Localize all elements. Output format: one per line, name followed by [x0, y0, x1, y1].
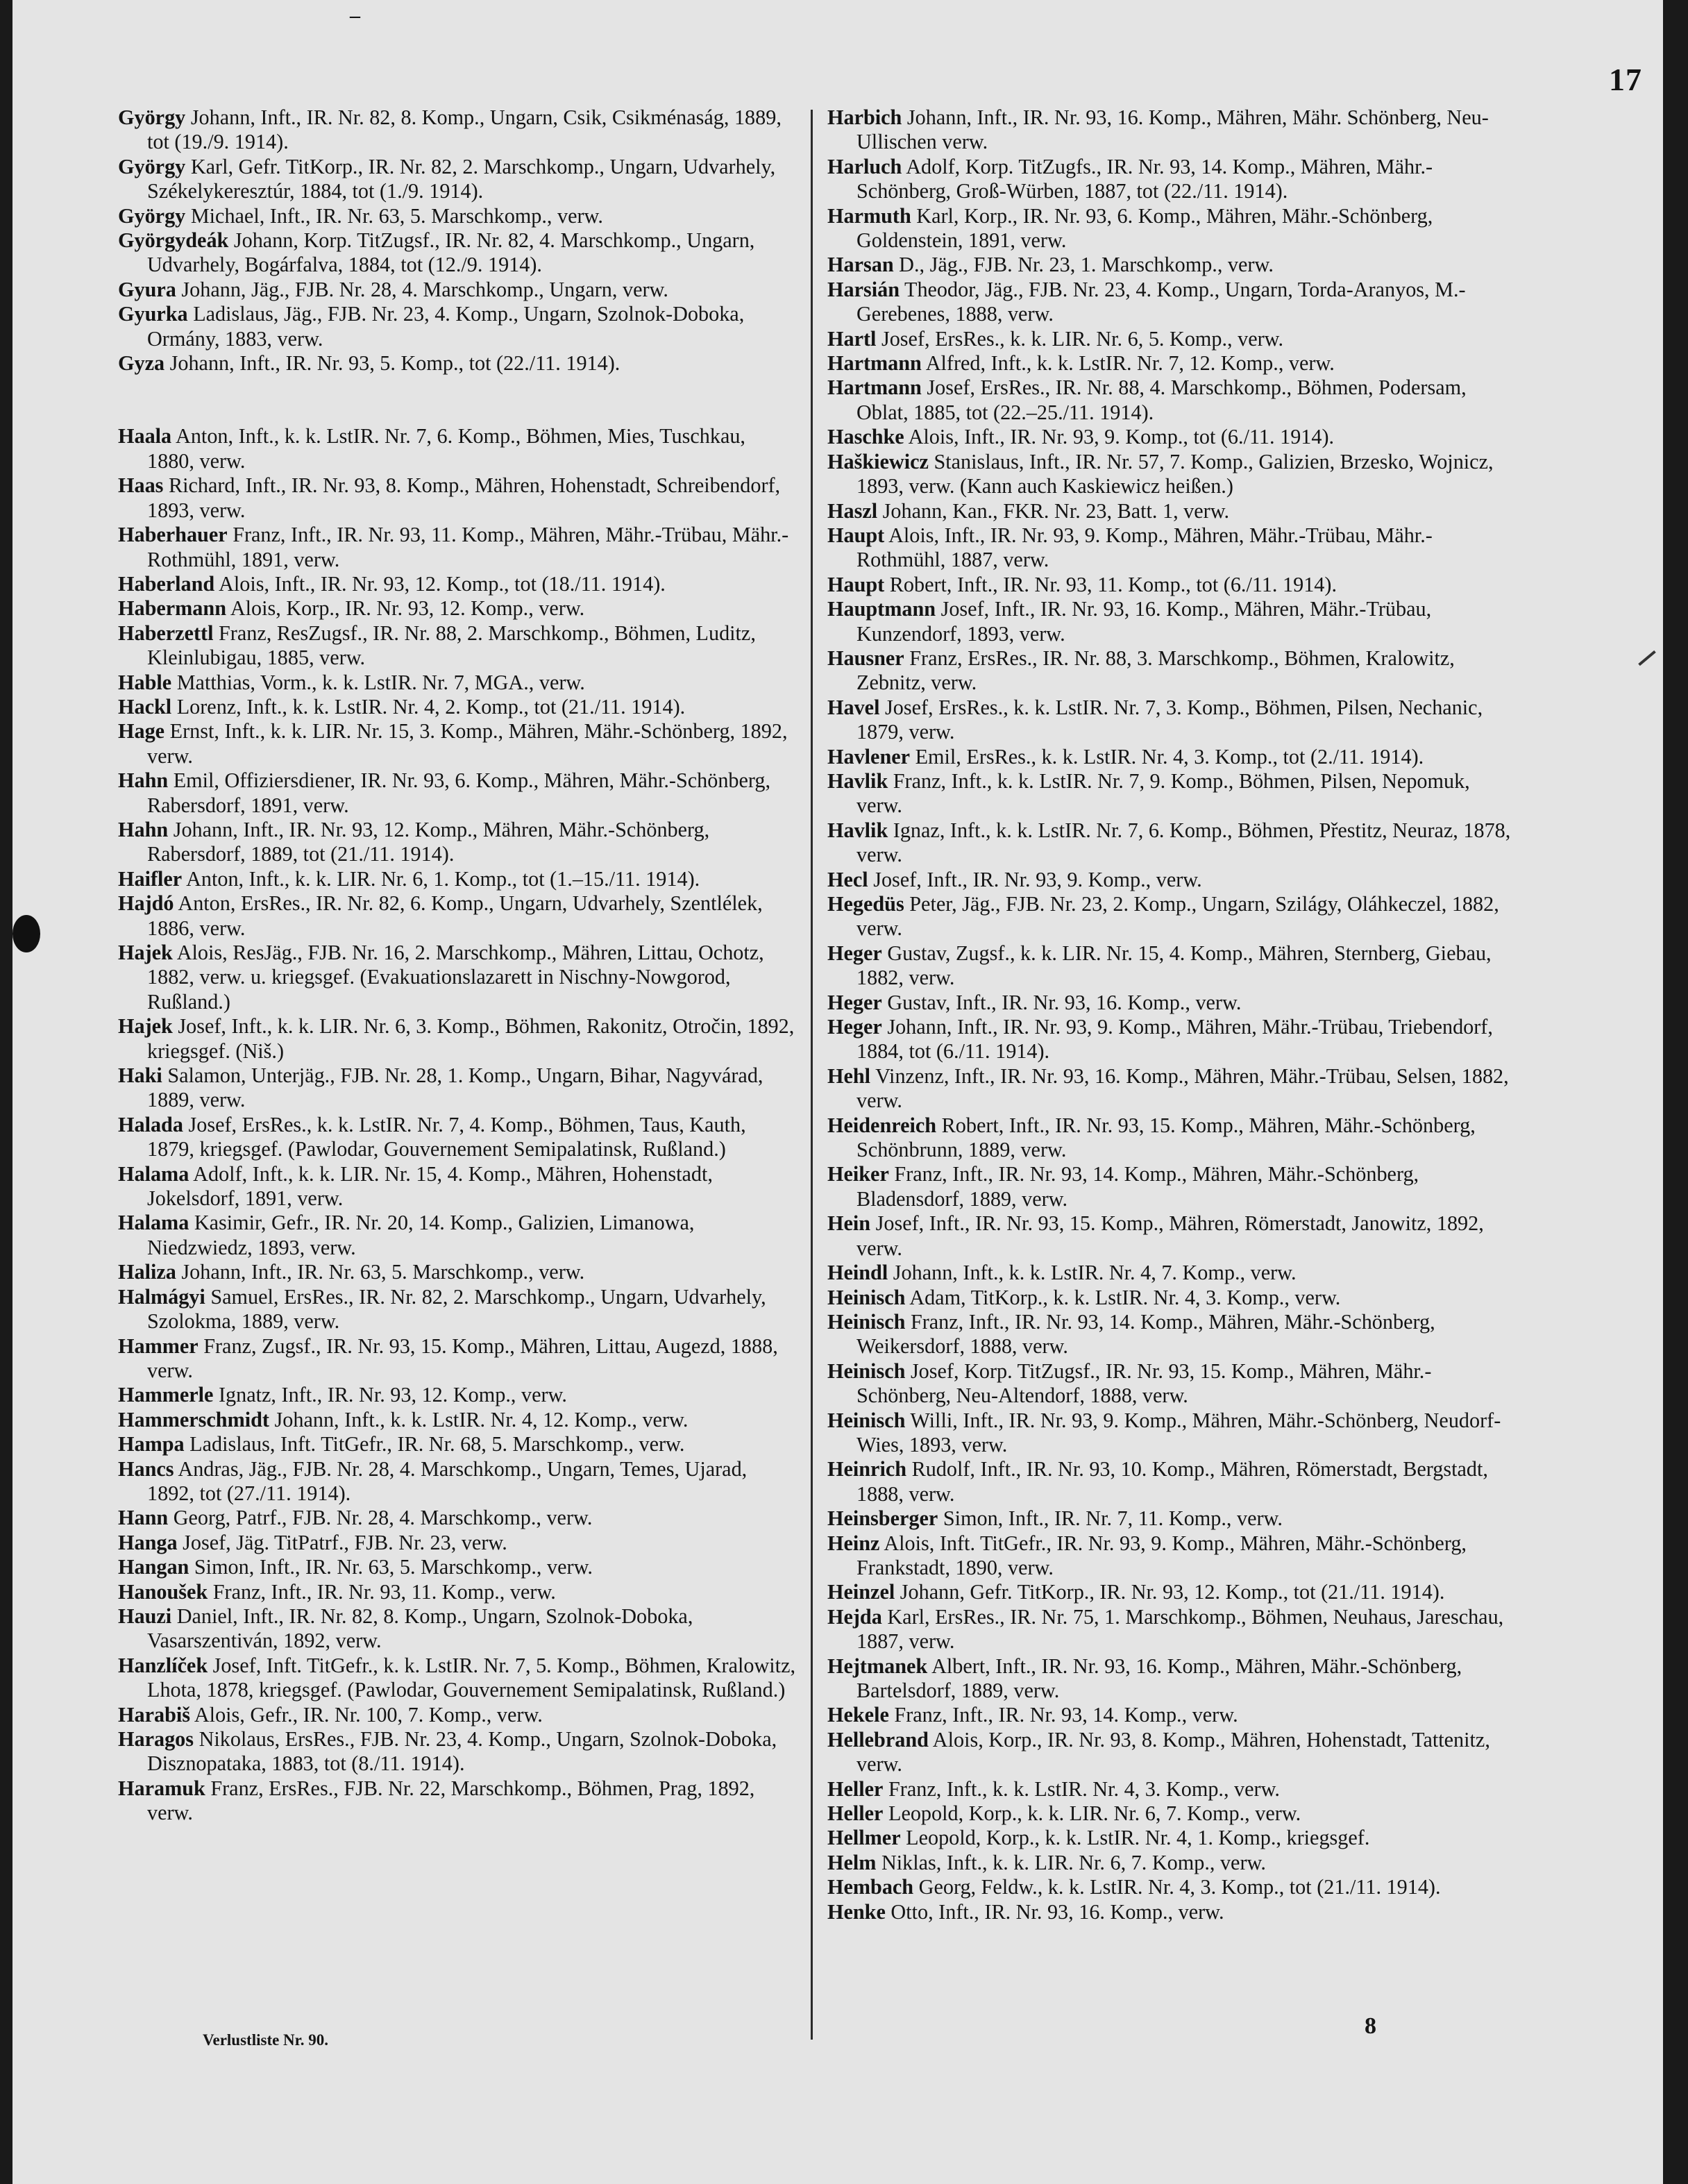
entry-details: Leopold, Korp., k. k. LIR. Nr. 6, 7. Komp., verw.: [883, 1801, 1301, 1826]
list-entry: [827, 351, 1514, 376]
list-entry: [118, 204, 797, 228]
list-entry: [118, 523, 797, 572]
list-entry: [827, 1261, 1514, 1285]
entry-details: Josef, ErsRes., k. k. LIR. Nr. 6, 5. Komp., verw.: [876, 326, 1284, 351]
entry-details: Daniel, Inft., IR. Nr. 82, 8. Komp., Ungarn, Szolnok-Doboka, Vasarszentiván, 1892, verw.: [147, 1604, 693, 1653]
entry-details: Anton, ErsRes., IR. Nr. 82, 6. Komp., Ungarn, Udvarhely, Szentlélek, 1886, verw.: [147, 891, 763, 940]
entry-details: Johann, Gefr. TitKorp., IR. Nr. 93, 12. Komp., tot (21./11. 1914).: [895, 1580, 1445, 1604]
list-entry: [118, 621, 797, 671]
list-entry: [827, 204, 1514, 253]
list-entry: [118, 155, 797, 204]
list-entry: [827, 1580, 1514, 1604]
entry-details: Anton, Inft., k. k. LstIR. Nr. 7, 6. Komp., Böhmen, Mies, Tuschkau, 1880, verw.: [147, 424, 745, 473]
document-page: [12, 0, 1676, 2184]
list-entry: [827, 1851, 1514, 1875]
list-entry: [827, 941, 1514, 991]
left-column: [118, 106, 797, 1826]
entry-details: Robert, Inft., IR. Nr. 93, 11. Komp., tot (6./11. 1914).: [884, 572, 1337, 596]
list-entry: [118, 891, 797, 941]
entry-details: Franz, Inft., IR. Nr. 93, 14. Komp., Mähren, Mähr.-Schönberg, Bladensdorf, 1889, verw.: [856, 1162, 1419, 1211]
entry-details: Anton, Inft., k. k. LIR. Nr. 6, 1. Komp., tot (1.–15./11. 1914).: [182, 866, 700, 891]
list-entry: [827, 892, 1514, 941]
entry-surname: Halama: [118, 1211, 189, 1235]
entry-details: Richard, Inft., IR. Nr. 93, 8. Komp., Mähren, Hohenstadt, Schreibendorf, 1893, verw.: [147, 473, 781, 522]
entry-details: Johann, Inft., k. k. LstIR. Nr. 4, 7. Komp., verw.: [888, 1261, 1297, 1285]
entry-surname: Heller: [827, 1801, 884, 1826]
entry-surname: Harbich: [827, 106, 902, 129]
entry-surname: Heidenreich: [827, 1113, 937, 1137]
list-entry: [827, 1114, 1514, 1163]
entry-surname: Harsan: [827, 253, 894, 277]
entry-details: Franz, Inft., IR. Nr. 93, 11. Komp., Mähren, Mähr.-Trübau, Mähr.-Rothmühl, 1891, verw.: [147, 523, 789, 571]
list-entry: [827, 1703, 1514, 1727]
list-entry: [827, 1211, 1514, 1261]
list-entry: [827, 253, 1514, 277]
list-entry: [827, 1359, 1514, 1409]
entry-surname: Hancs: [118, 1456, 174, 1481]
entry-details: Franz, Inft., k. k. LstIR. Nr. 4, 3. Komp., verw.: [883, 1776, 1280, 1801]
entry-details: Josef, Jäg. TitPatrf., FJB. Nr. 23, verw.: [177, 1530, 507, 1554]
list-entry: [827, 573, 1514, 597]
list-entry: [118, 1408, 797, 1432]
list-entry: [118, 1506, 797, 1530]
entry-surname: György: [118, 106, 186, 129]
entry-details: Johann, Inft., IR. Nr. 82, 8. Komp., Ungarn, Csik, Csikménaság, 1889, tot (19./9. 1914).: [147, 106, 782, 154]
entry-details: Gustav, Inft., IR. Nr. 93, 16. Komp., verw.: [881, 990, 1242, 1014]
entry-details: Albert, Inft., IR. Nr. 93, 16. Komp., Mähren, Mähr.-Schönberg, Bartelsdorf, 1889, verw.: [856, 1654, 1462, 1702]
entry-surname: Halmágyi: [118, 1284, 205, 1309]
entry-surname: Haramuk: [118, 1776, 205, 1800]
list-entry: [118, 1064, 797, 1113]
entry-details: Otto, Inft., IR. Nr. 93, 16. Komp., verw.: [885, 1899, 1224, 1924]
entry-details: Franz, Inft., IR. Nr. 93, 14. Komp., verw.: [888, 1703, 1238, 1727]
entry-details: Ignaz, Inft., k. k. LstIR. Nr. 7, 6. Komp., Böhmen, Přestitz, Neuraz, 1878, verw.: [856, 818, 1511, 867]
list-entry: [118, 941, 797, 1014]
entry-surname: Hehl: [827, 1064, 871, 1088]
list-entry: [118, 1211, 797, 1260]
entry-details: Stanislaus, Inft., IR. Nr. 57, 7. Komp., Galizien, Brzesko, Wojnicz, 1893, verw. (Kann auch Kaskiewicz heißen.): [856, 449, 1494, 498]
entry-surname: Hanzlíček: [118, 1653, 208, 1677]
entry-surname: György: [118, 154, 186, 178]
list-entry: [118, 278, 797, 302]
entry-surname: Hecl: [827, 867, 868, 891]
entry-surname: Heger: [827, 990, 882, 1014]
entry-surname: Heiker: [827, 1162, 889, 1186]
entry-surname: Haberland: [118, 571, 215, 596]
right-column: [827, 106, 1514, 1924]
entry-surname: Heinisch: [827, 1359, 906, 1383]
entry-surname: Heinisch: [827, 1408, 906, 1432]
entry-details: Ladislaus, Jäg., FJB. Nr. 23, 4. Komp., Ungarn, Szolnok-Doboka, Ormány, 1883, verw.: [147, 302, 745, 351]
entry-details: Theodor, Jäg., FJB. Nr. 23, 4. Komp., Ungarn, Torda-Aranyos, M.-Gerebenes, 1888, verw.: [856, 277, 1466, 326]
list-entry: [118, 1383, 797, 1407]
entry-surname: Hage: [118, 719, 165, 744]
entry-surname: Haupt: [827, 523, 885, 547]
entry-details: Franz, Inft., IR. Nr. 93, 11. Komp., verw.: [208, 1579, 556, 1604]
list-entry: [827, 1826, 1514, 1850]
entry-surname: Hejtmanek: [827, 1654, 928, 1678]
entry-surname: Havlik: [827, 768, 888, 793]
entry-details: Franz, ErsRes., IR. Nr. 88, 3. Marschkomp., Böhmen, Kralowitz, Zebnitz, verw.: [856, 646, 1455, 695]
entry-surname: Hajek: [118, 1014, 173, 1039]
list-entry: [827, 1900, 1514, 1924]
entry-surname: Harmuth: [827, 203, 911, 228]
entry-surname: Heinisch: [827, 1309, 906, 1334]
list-entry: [118, 1162, 797, 1211]
list-entry: [827, 818, 1514, 868]
list-entry: [118, 1334, 797, 1384]
list-entry: [118, 1555, 797, 1579]
entry-details: Georg, Feldw., k. k. LstIR. Nr. 4, 3. Komp., tot (21./11. 1914).: [913, 1875, 1441, 1899]
entry-details: Rudolf, Inft., IR. Nr. 93, 10. Komp., Mähren, Römerstadt, Bergstadt, 1888, verw.: [856, 1457, 1488, 1506]
list-entry: [827, 991, 1514, 1015]
entry-details: Johann, Inft., IR. Nr. 93, 9. Komp., Mähren, Mähr.-Trübau, Triebendorf, 1884, tot (6./11. 1914).: [856, 1015, 1493, 1064]
list-entry: [118, 1776, 797, 1826]
list-entry: [118, 1531, 797, 1555]
binding-hole: [12, 915, 40, 952]
entry-surname: Hampa: [118, 1432, 185, 1456]
entry-details: Alfred, Inft., k. k. LstIR. Nr. 7, 12. Komp., verw.: [921, 351, 1335, 376]
entry-details: Johann, Korp. TitZugsf., IR. Nr. 82, 4. Marschkomp., Ungarn, Udvarhely, Bogárfalva, 1884, tot (12./9. 1914).: [147, 228, 755, 277]
entry-surname: Gyura: [118, 277, 176, 301]
entry-details: Peter, Jäg., FJB. Nr. 23, 2. Komp., Ungarn, Szilágy, Oláhkeczel, 1882, verw.: [856, 892, 1499, 941]
entry-details: Ernst, Inft., k. k. LIR. Nr. 15, 3. Komp., Mähren, Mähr.-Schönberg, 1892, verw.: [147, 719, 788, 768]
list-entry: [827, 1605, 1514, 1654]
list-entry: [118, 719, 797, 768]
entry-details: Franz, ErsRes., FJB. Nr. 22, Marschkomp., Böhmen, Prag, 1892, verw.: [147, 1776, 755, 1825]
list-entry: [827, 450, 1514, 499]
entry-surname: Hembach: [827, 1875, 914, 1899]
entry-surname: Henke: [827, 1899, 886, 1924]
entry-surname: Hekele: [827, 1703, 889, 1727]
entry-details: Adolf, Korp. TitZugfs., IR. Nr. 93, 14. Komp., Mähren, Mähr.-Schönberg, Groß-Würben, 1887, tot (22./11. 1914).: [856, 154, 1433, 203]
entry-details: Josef, Inft., IR. Nr. 93, 15. Komp., Mähren, Römerstadt, Janowitz, 1892, verw.: [856, 1211, 1484, 1260]
entry-details: Leopold, Korp., k. k. LstIR. Nr. 4, 1. Komp., kriegsgef.: [900, 1826, 1370, 1850]
list-entry: [118, 1727, 797, 1776]
entry-surname: Helm: [827, 1850, 877, 1874]
entry-surname: Halada: [118, 1112, 183, 1136]
entry-details: Georg, Patrf., FJB. Nr. 28, 4. Marschkomp., verw.: [168, 1506, 593, 1530]
entry-surname: Hartmann: [827, 376, 922, 400]
list-entry: [827, 1064, 1514, 1114]
entry-surname: Haschke: [827, 425, 904, 449]
entry-surname: Heller: [827, 1776, 884, 1801]
scan-edge: [1663, 0, 1676, 2184]
list-entry: [827, 745, 1514, 769]
entry-surname: Havlener: [827, 744, 911, 768]
entry-surname: Havlik: [827, 818, 888, 842]
entry-details: Alois, Korp., IR. Nr. 93, 8. Komp., Mähren, Hohenstadt, Tattenitz, verw.: [856, 1727, 1490, 1776]
list-entry: [827, 1015, 1514, 1064]
list-entry: [827, 646, 1514, 696]
list-entry: [118, 1432, 797, 1456]
entry-details: Kasimir, Gefr., IR. Nr. 20, 14. Komp., Galizien, Limanowa, Niedzwiedz, 1893, verw.: [147, 1211, 695, 1259]
entry-details: Matthias, Vorm., k. k. LstIR. Nr. 7, MGA., verw.: [171, 670, 585, 694]
entry-surname: Gyza: [118, 351, 165, 376]
entry-surname: Hammerschmidt: [118, 1407, 269, 1431]
entry-surname: Hanoušek: [118, 1579, 208, 1604]
entry-surname: Haala: [118, 424, 172, 448]
list-entry: [827, 597, 1514, 646]
margin-tick: [1638, 650, 1656, 666]
list-entry: [118, 1457, 797, 1506]
entry-surname: Haas: [118, 473, 164, 498]
entry-details: Emil, ErsRes., k. k. LstIR. Nr. 4, 3. Komp., tot (2./11. 1914).: [910, 744, 1424, 768]
entry-details: Johann, Inft., k. k. LstIR. Nr. 4, 12. Komp., verw.: [269, 1407, 689, 1431]
entry-surname: Heinisch: [827, 1285, 906, 1309]
entry-surname: Hahn: [118, 768, 169, 793]
entry-details: Josef, Inft., IR. Nr. 93, 16. Komp., Mähren, Mähr.-Trübau, Kunzendorf, 1893, verw.: [856, 597, 1432, 646]
entry-details: Franz, ResZugsf., IR. Nr. 88, 2. Marschkomp., Böhmen, Luditz, Kleinlubigau, 1885, verw.: [147, 621, 756, 670]
entry-surname: Hackl: [118, 694, 172, 719]
entry-surname: Hanga: [118, 1530, 178, 1554]
entry-surname: Heinrich: [827, 1457, 907, 1481]
entry-details: Adolf, Inft., k. k. LIR. Nr. 15, 4. Komp., Mähren, Hohenstadt, Jokelsdorf, 1891, verw.: [147, 1161, 713, 1211]
entry-surname: Harabiš: [118, 1702, 190, 1727]
list-entry: [118, 106, 797, 155]
entry-details: Simon, Inft., IR. Nr. 63, 5. Marschkomp., verw.: [189, 1555, 593, 1579]
entry-surname: György: [118, 203, 186, 228]
list-entry: [118, 424, 797, 473]
entry-surname: Hauptmann: [827, 597, 936, 621]
list-entry: [118, 1604, 797, 1654]
list-entry: [827, 1286, 1514, 1310]
entry-surname: Gyurka: [118, 302, 188, 326]
list-entry: [827, 523, 1514, 573]
entry-details: Vinzenz, Inft., IR. Nr. 93, 16. Komp., Mähren, Mähr.-Trübau, Selsen, 1882, verw.: [856, 1064, 1509, 1113]
entry-surname: Hajdó: [118, 891, 174, 916]
entry-surname: Hammer: [118, 1334, 199, 1358]
list-entry: [827, 868, 1514, 892]
entry-details: Josef, Inft. TitGefr., k. k. LstIR. Nr. 7, 5. Komp., Böhmen, Kralowitz, Lhota, 1878, kriegsgef. (Pawlodar, Gouvernement Semipalatinsk, Rußland.): [147, 1653, 796, 1702]
entry-surname: Hauzi: [118, 1604, 172, 1628]
entry-details: Karl, Gefr. TitKorp., IR. Nr. 82, 2. Marschkomp., Ungarn, Udvarhely, Székelykeresztúr, 1884, tot (1./9. 1914).: [147, 154, 776, 203]
entry-details: Emil, Offiziersdiener, IR. Nr. 93, 6. Komp., Mähren, Mähr.-Schönberg, Rabersdorf, 1891, verw.: [147, 768, 771, 817]
entry-details: Simon, Inft., IR. Nr. 7, 11. Komp., verw.: [938, 1506, 1283, 1531]
entry-details: Samuel, ErsRes., IR. Nr. 82, 2. Marschkomp., Ungarn, Udvarhely, Szolokma, 1889, verw.: [147, 1284, 766, 1334]
entry-surname: Heger: [827, 1015, 882, 1039]
list-entry: [118, 1703, 797, 1727]
entry-surname: Haškiewicz: [827, 449, 929, 473]
list-entry: [827, 1801, 1514, 1826]
list-entry: [118, 351, 797, 376]
entry-surname: Heger: [827, 941, 882, 965]
list-entry: [827, 106, 1514, 155]
entry-details: Michael, Inft., IR. Nr. 63, 5. Marschkomp., verw.: [185, 203, 603, 228]
entry-surname: Heinzel: [827, 1580, 895, 1604]
entry-surname: Hangan: [118, 1555, 189, 1579]
entry-details: Alois, Gefr., IR. Nr. 100, 7. Komp., verw.: [190, 1702, 543, 1727]
entry-details: Franz, Zugsf., IR. Nr. 93, 15. Komp., Mähren, Littau, Augezd, 1888, verw.: [147, 1334, 778, 1382]
entry-details: Johann, Inft., IR. Nr. 93, 16. Komp., Mähren, Mähr. Schönberg, Neu-Ullischen verw.: [856, 106, 1489, 154]
list-entry: [827, 1777, 1514, 1801]
list-entry: [118, 818, 797, 867]
entry-surname: Hellmer: [827, 1826, 901, 1850]
entry-details: Josef, Korp. TitZugsf., IR. Nr. 93, 15. Komp., Mähren, Mähr.-Schönberg, Neu-Altendorf, 1888, verw.: [856, 1359, 1432, 1408]
entry-details: Johann, Kan., FKR. Nr. 23, Batt. 1, verw.: [877, 498, 1230, 523]
list-entry: [827, 696, 1514, 745]
entry-surname: Haragos: [118, 1727, 194, 1751]
footer-list-number: Verlustliste Nr. 90.: [203, 2031, 329, 2049]
list-entry: [118, 1113, 797, 1162]
list-entry: [118, 695, 797, 719]
list-entry: [827, 1506, 1514, 1531]
entry-details: Josef, Inft., IR. Nr. 93, 9. Komp., verw.: [868, 867, 1202, 891]
list-entry: [118, 1285, 797, 1334]
entry-details: Josef, Inft., k. k. LIR. Nr. 6, 3. Komp., Böhmen, Rakonitz, Otročin, 1892, kriegsgef. (Niš.): [147, 1014, 795, 1063]
list-entry: [118, 1014, 797, 1064]
entry-surname: Harsián: [827, 277, 900, 301]
list-entry: [118, 1580, 797, 1604]
entry-details: Ladislaus, Inft. TitGefr., IR. Nr. 68, 5. Marschkomp., verw.: [184, 1432, 685, 1456]
entry-surname: Haberzettl: [118, 621, 214, 645]
entry-surname: Haupt: [827, 572, 885, 596]
entry-surname: Hartl: [827, 326, 877, 351]
entry-details: Johann, Inft., IR. Nr. 93, 12. Komp., Mähren, Mähr.-Schönberg, Rabersdorf, 1889, tot (21./11. 1914).: [147, 817, 710, 866]
list-entry: [827, 376, 1514, 425]
entry-details: Josef, ErsRes., IR. Nr. 88, 4. Marschkomp., Böhmen, Podersam, Oblat, 1885, tot (22.–25./11. 1914).: [856, 376, 1467, 424]
list-entry: [118, 473, 797, 523]
section-gap: [118, 376, 797, 424]
entry-surname: Havel: [827, 695, 880, 719]
signature-mark: 8: [1365, 2013, 1376, 2039]
list-entry: [118, 596, 797, 621]
entry-surname: Hajek: [118, 941, 173, 964]
entry-surname: Hegedüs: [827, 892, 904, 916]
list-entry: [827, 1310, 1514, 1359]
entry-details: Nikolaus, ErsRes., FJB. Nr. 23, 4. Komp., Ungarn, Szolnok-Doboka, Disznopataka, 1883, tot (8./11. 1914).: [147, 1727, 777, 1776]
entry-details: Josef, ErsRes., k. k. LstIR. Nr. 7, 4. Komp., Böhmen, Taus, Kauth, 1879, kriegsgef. (Pawlodar, Gouvernement Semipalatinsk, Rußland.): [147, 1112, 746, 1161]
entry-surname: Hable: [118, 670, 172, 694]
entry-surname: Haszl: [827, 498, 878, 523]
entry-surname: Heindl: [827, 1261, 888, 1285]
entry-surname: Habermann: [118, 596, 226, 621]
entry-details: Karl, Korp., IR. Nr. 93, 6. Komp., Mähren, Mähr.-Schönberg, Goldenstein, 1891, verw.: [856, 203, 1433, 253]
entry-surname: Györgydeák: [118, 228, 229, 253]
entry-details: Robert, Inft., IR. Nr. 93, 15. Komp., Mähren, Mähr.-Schönberg, Schönbrunn, 1889, verw.: [856, 1113, 1476, 1162]
entry-details: Lorenz, Inft., k. k. LstIR. Nr. 4, 2. Komp., tot (21./11. 1914).: [171, 694, 686, 719]
entry-surname: Halama: [118, 1161, 189, 1186]
entry-surname: Hammerle: [118, 1383, 214, 1407]
entry-details: Andras, Jäg., FJB. Nr. 28, 4. Marschkomp., Ungarn, Temes, Ujarad, 1892, tot (27./11. 1914).: [147, 1456, 748, 1505]
list-entry: [827, 1162, 1514, 1211]
list-entry: [827, 1654, 1514, 1704]
entry-details: Josef, ErsRes., k. k. LstIR. Nr. 7, 3. Komp., Böhmen, Pilsen, Nechanic, 1879, verw.: [856, 695, 1483, 744]
entry-details: Ignatz, Inft., IR. Nr. 93, 12. Komp., verw.: [213, 1383, 567, 1407]
entry-details: Franz, Inft., k. k. LstIR. Nr. 7, 9. Komp., Böhmen, Pilsen, Nepomuk, verw.: [856, 768, 1470, 818]
entry-surname: Haki: [118, 1064, 162, 1088]
entry-surname: Hann: [118, 1506, 169, 1530]
list-entry: [827, 1728, 1514, 1777]
list-entry: [827, 1531, 1514, 1581]
entry-surname: Hellebrand: [827, 1727, 929, 1752]
list-entry: [827, 1875, 1514, 1899]
entry-details: Johann, Jäg., FJB. Nr. 28, 4. Marschkomp., Ungarn, verw.: [176, 277, 668, 301]
list-entry: [118, 228, 797, 278]
entry-surname: Hein: [827, 1211, 871, 1236]
entry-surname: Harluch: [827, 154, 902, 178]
entry-details: Alois, Inft., IR. Nr. 93, 9. Komp., tot (6./11. 1914).: [904, 425, 1335, 449]
list-entry: [827, 1409, 1514, 1458]
list-entry: [827, 278, 1514, 327]
list-entry: [118, 671, 797, 695]
entry-surname: Heinz: [827, 1531, 880, 1555]
entry-details: Franz, Inft., IR. Nr. 93, 14. Komp., Mähren, Mähr.-Schönberg, Weikersdorf, 1888, verw.: [856, 1309, 1435, 1359]
entry-details: Salamon, Unterjäg., FJB. Nr. 28, 1. Komp., Ungarn, Bihar, Nagyvárad, 1889, verw.: [147, 1064, 763, 1112]
column-divider: [811, 110, 813, 2040]
entry-surname: Hejda: [827, 1604, 882, 1629]
entry-details: Karl, ErsRes., IR. Nr. 75, 1. Marschkomp., Böhmen, Neuhaus, Jareschau, 1887, verw.: [856, 1604, 1504, 1654]
list-entry: [827, 155, 1514, 204]
entry-details: Alois, Inft., IR. Nr. 93, 9. Komp., Mähren, Mähr.-Trübau, Mähr.-Rothmühl, 1887, verw.: [856, 523, 1433, 572]
entry-details: Adam, TitKorp., k. k. LstIR. Nr. 4, 3. Komp., verw.: [905, 1285, 1341, 1309]
entry-details: Johann, Inft., IR. Nr. 63, 5. Marschkomp., verw.: [176, 1260, 585, 1284]
entry-details: Alois, Korp., IR. Nr. 93, 12. Komp., verw.: [226, 596, 585, 621]
list-entry: [827, 425, 1514, 449]
entry-details: Willi, Inft., IR. Nr. 93, 9. Komp., Mähren, Mähr.-Schönberg, Neudorf-Wies, 1893, verw.: [856, 1408, 1501, 1456]
list-entry: [118, 302, 797, 351]
entry-surname: Haliza: [118, 1260, 176, 1284]
entry-details: Niklas, Inft., k. k. LIR. Nr. 6, 7. Komp., verw.: [876, 1850, 1266, 1874]
page-number: 17: [1609, 62, 1642, 97]
entry-details: Gustav, Zugsf., k. k. LIR. Nr. 15, 4. Komp., Mähren, Sternberg, Giebau, 1882, verw.: [856, 941, 1492, 990]
list-entry: [827, 499, 1514, 523]
top-mark: –: [350, 4, 360, 27]
list-entry: [827, 769, 1514, 818]
list-entry: [118, 768, 797, 818]
entry-details: Alois, ResJäg., FJB. Nr. 16, 2. Marschkomp., Mähren, Littau, Ochotz, 1882, verw. u. kriegsgef. (Evakuationslazarett in Nischny-Nowgorod, Rußland.): [147, 941, 764, 1014]
list-entry: [827, 1457, 1514, 1506]
list-entry: [118, 867, 797, 891]
entry-surname: Hahn: [118, 817, 169, 841]
list-entry: [827, 327, 1514, 351]
list-entry: [118, 1654, 797, 1703]
list-entry: [118, 572, 797, 596]
entry-details: Alois, Inft. TitGefr., IR. Nr. 93, 9. Komp., Mähren, Mähr.-Schönberg, Frankstadt, 1890, verw.: [856, 1531, 1467, 1579]
entry-details: Johann, Inft., IR. Nr. 93, 5. Komp., tot (22./11. 1914).: [164, 351, 621, 376]
entry-surname: Haberhauer: [118, 523, 228, 547]
entry-details: Alois, Inft., IR. Nr. 93, 12. Komp., tot (18./11. 1914).: [214, 571, 666, 596]
entry-details: D., Jäg., FJB. Nr. 23, 1. Marschkomp., verw.: [893, 253, 1274, 277]
entry-surname: Haifler: [118, 866, 183, 891]
entry-surname: Hartmann: [827, 351, 922, 376]
entry-surname: Hausner: [827, 646, 904, 670]
list-entry: [118, 1260, 797, 1284]
entry-surname: Heinsberger: [827, 1506, 938, 1531]
